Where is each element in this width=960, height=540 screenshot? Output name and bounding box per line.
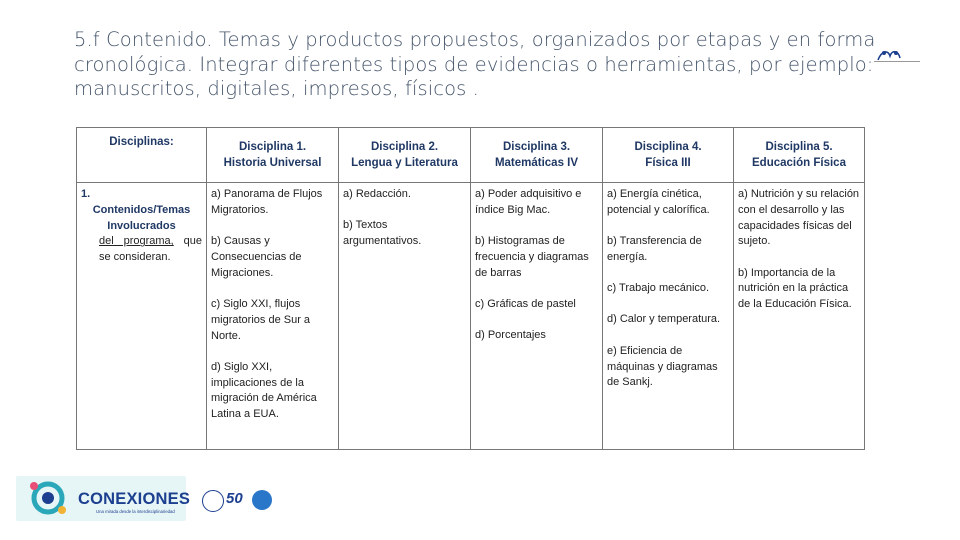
header-disciplina-1: Disciplina 1. Historia Universal — [207, 128, 339, 183]
content-table — [76, 127, 865, 450]
table-header-row — [77, 128, 865, 183]
list-item: e) Eficiencia de máquinas y diagramas de Sankj. — [607, 344, 718, 389]
header-disciplinas: Disciplinas: — [77, 128, 207, 183]
slide-title — [74, 28, 876, 102]
row-header-contenidos — [77, 183, 207, 450]
list-item: a) Energía cinética, potencial y calorífica. — [607, 188, 710, 216]
fifty-years-seal-icon: 50 — [226, 490, 243, 507]
list-item: c) Trabajo mecánico. — [607, 282, 710, 295]
list-item: b) Transferencia de energía. — [607, 235, 702, 263]
brand-name: CONEXIONES — [78, 490, 191, 508]
cell-historia-universal — [207, 183, 339, 450]
list-item: d) Calor y temperatura. — [607, 313, 721, 326]
unam-seal-icon — [202, 490, 224, 512]
list-item: a) Redacción. — [343, 188, 411, 200]
title-line: cronológica. Integrar diferentes tipos de evidencias o herramientas, por ejemplo: — [74, 52, 874, 76]
list-item: c) Siglo XXI, flujos migratorios de Sur a Norte. — [211, 297, 311, 342]
cell-educacion-fisica — [734, 183, 865, 450]
title-line: 5.f Contenido. Temas y productos propuestos, organizados por etapas y en forma — [74, 28, 876, 51]
cell-matematicas — [471, 183, 603, 450]
cell-fisica — [603, 183, 734, 450]
list-item: c) Gráficas de pastel — [475, 297, 576, 310]
header-disciplina-2: Disciplina 2. Lengua y Literatura — [339, 128, 471, 183]
table-row — [77, 183, 865, 450]
row-header-plain: del programa, que se consideran. — [99, 235, 203, 264]
list-item: b) Importancia de la nutrición en la práctica de la Educación Física. — [738, 266, 852, 311]
cch-seal-icon — [252, 490, 272, 510]
list-item: a) Poder adquisitivo e índice Big Mac. — [475, 188, 582, 216]
list-item: d) Porcentajes — [475, 329, 546, 342]
row-header-bold: Contenidos/Temas Involucrados — [92, 203, 191, 232]
row-number: 1. — [81, 188, 91, 200]
list-item: a) Nutrición y su relación con el desarrollo y las capacidades físicas del sujeto. — [738, 188, 860, 248]
list-item: d) Siglo XXI, implicaciones de la migración de América Latina a EUA. — [211, 360, 317, 421]
list-item: a) Panorama de Flujos Migratorios. — [211, 188, 323, 216]
brand-tagline: Una mirada desde la interdisciplinariedad — [96, 509, 175, 514]
list-item: b) Causas y Consecuencias de Migraciones. — [211, 235, 302, 279]
conexiones-logo-icon — [16, 476, 191, 521]
list-item: b) Histogramas de frecuencia y diagramas de barras — [475, 235, 589, 279]
title-line: manuscritos, digitales, impresos, físicos . — [74, 77, 479, 100]
cell-lengua-literatura — [339, 183, 471, 450]
list-item: b) Textos argumentativos. — [343, 219, 422, 248]
corner-logo-icon — [870, 44, 926, 70]
header-disciplina-4: Disciplina 4. Física III — [603, 128, 734, 183]
header-disciplina-3: Disciplina 3. Matemáticas IV — [471, 128, 603, 183]
header-disciplina-5: Disciplina 5. Educación Física — [734, 128, 865, 183]
